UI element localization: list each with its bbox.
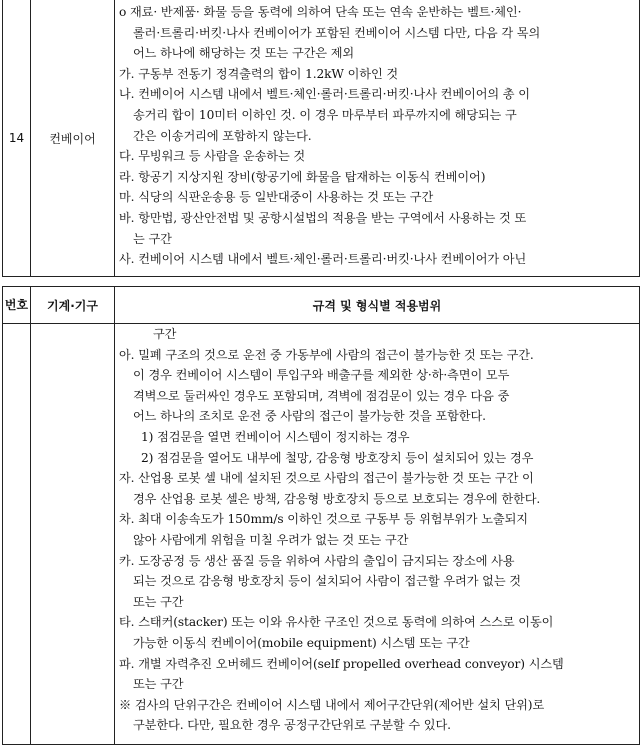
row-14-table [2, 0, 640, 277]
scope-line: 마. 식당의 식판운송용 등 일반대중이 사용하는 것 또는 구간 [119, 190, 434, 205]
scope-line: 라. 항공기 지상지원 장비(항공기에 화물을 탑재하는 이동식 컨베이어) [119, 169, 486, 184]
scope-line: 아. 밀폐 구조의 것으로 운전 중 가동부에 사람의 접근이 불가능한 것 또는 구간. [119, 347, 534, 362]
scope-line: 송거리 합이 10미터 이하인 것. 이 경우 마루부터 파루까지에 해당되는 구 [133, 107, 517, 122]
continuation-table [2, 286, 640, 745]
scope-line: 이 경우 컨베이어 시스템이 투입구와 배출구를 제외한 상·하·측면이 모두 [133, 368, 510, 383]
row-number-empty [3, 324, 31, 745]
scope-line: 또는 구간 [133, 677, 184, 692]
header-number: 번호 [3, 287, 31, 324]
machine-name-empty [31, 324, 115, 745]
table-row [3, 324, 640, 745]
scope-line: 차. 최대 이송속도가 150mm/s 이하인 것으로 구동부 등 위험부위가 노출되지 [119, 512, 528, 527]
scope-line: 자. 산업용 로봇 셀 내에 설치된 것으로 사람의 접근이 불가능한 것 또는 구간 이 [119, 471, 534, 486]
scope-line: 경우 산업용 로봇 셀은 방책, 감응형 방호장치 등으로 보호되는 경우에 한한다. [133, 491, 541, 506]
scope-line: 다. 무빙워크 등 사람을 운송하는 것 [119, 149, 306, 164]
row-number: 14 [3, 0, 31, 277]
scope-line: 2) 점검문을 열어도 내부에 철망, 감응형 방호장치 등이 설치되어 있는 경우 [141, 450, 534, 465]
scope-line: 어느 하나에 해당하는 것 또는 구간은 제외 [133, 46, 355, 61]
note-line: 구분한다. 다만, 필요한 경우 공정구간단위로 구분할 수 있다. [133, 718, 451, 733]
scope-line: 격벽으로 둘러싸인 경우도 포함되며, 격벽에 점검문이 있는 경우 다음 중 [133, 388, 510, 403]
scope-line: 파. 개별 자력추진 오버헤드 컨베이어(self propelled overhead conveyor) 시스템 [119, 656, 564, 671]
note-line: ※ 검사의 단위구간은 컨베이어 시스템 내에서 제어구간단위(제어반 설치 단위)로 [119, 697, 545, 712]
scope-line: 않아 사람에게 위험을 미칠 우려가 없는 것 또는 구간 [133, 532, 409, 547]
scope-line: 또는 구간 [133, 594, 184, 609]
scope-line: 간은 이송거리에 포함하지 않는다. [133, 128, 312, 143]
header-scope: 규격 및 형식별 적용범위 [115, 287, 640, 324]
scope-line: 사. 컨베이어 시스템 내에서 벨트·체인·롤러·트롤리·버킷·나사 컨베이어가 아닌 [119, 252, 527, 267]
scope-line: 1) 점검문을 열면 컨베이어 시스템이 정지하는 경우 [141, 429, 410, 444]
scope-line: 는 구간 [133, 231, 172, 246]
scope-line: 가능한 이동식 컨베이어(mobile equipment) 시스템 또는 구간 [133, 635, 470, 650]
header-machine: 기계·기구 [31, 287, 115, 324]
scope-line: 바. 항만법, 광산안전법 및 공항시설법의 적용을 받는 구역에서 사용하는 것 또 [119, 210, 527, 225]
scope-line: 카. 도장공정 등 생산 품질 등을 위하여 사람의 출입이 금지되는 장소에 사용 [119, 553, 515, 568]
scope-line: 나. 컨베이어 시스템 내에서 벨트·체인·롤러·트롤리·버킷·나사 컨베이어의 총 이 [119, 87, 530, 102]
scope-text [115, 0, 640, 277]
scope-line: 되는 것으로 감응형 방호장치 등이 설치되어 사람이 접근할 우려가 없는 것 [133, 574, 521, 589]
scope-line: 구간 [153, 327, 177, 341]
scope-line: 어느 하나의 조치로 운전 중 사람의 접근이 불가능한 것을 포함한다. [133, 409, 486, 424]
scope-line: 롤러·트롤리·버킷·나사 컨베이어가 포함된 컨베이어 시스템 다만, 다음 각 목의 [133, 25, 541, 40]
header-row [3, 287, 640, 324]
scope-line: 타. 스태커(stacker) 또는 이와 유사한 구조인 것으로 동력에 의하여 스스로 이동이 [119, 615, 554, 630]
machine-name: 컨베이어 [31, 0, 115, 277]
scope-text [115, 324, 640, 745]
scope-line: 가. 구동부 전동기 정격출력의 합이 1.2kW 이하인 것 [119, 66, 399, 81]
scope-line: o 재료· 반제품· 화물 등을 동력에 의하여 단속 또는 연속 운반하는 벨트·체인· [119, 5, 522, 19]
table-row [3, 0, 640, 277]
